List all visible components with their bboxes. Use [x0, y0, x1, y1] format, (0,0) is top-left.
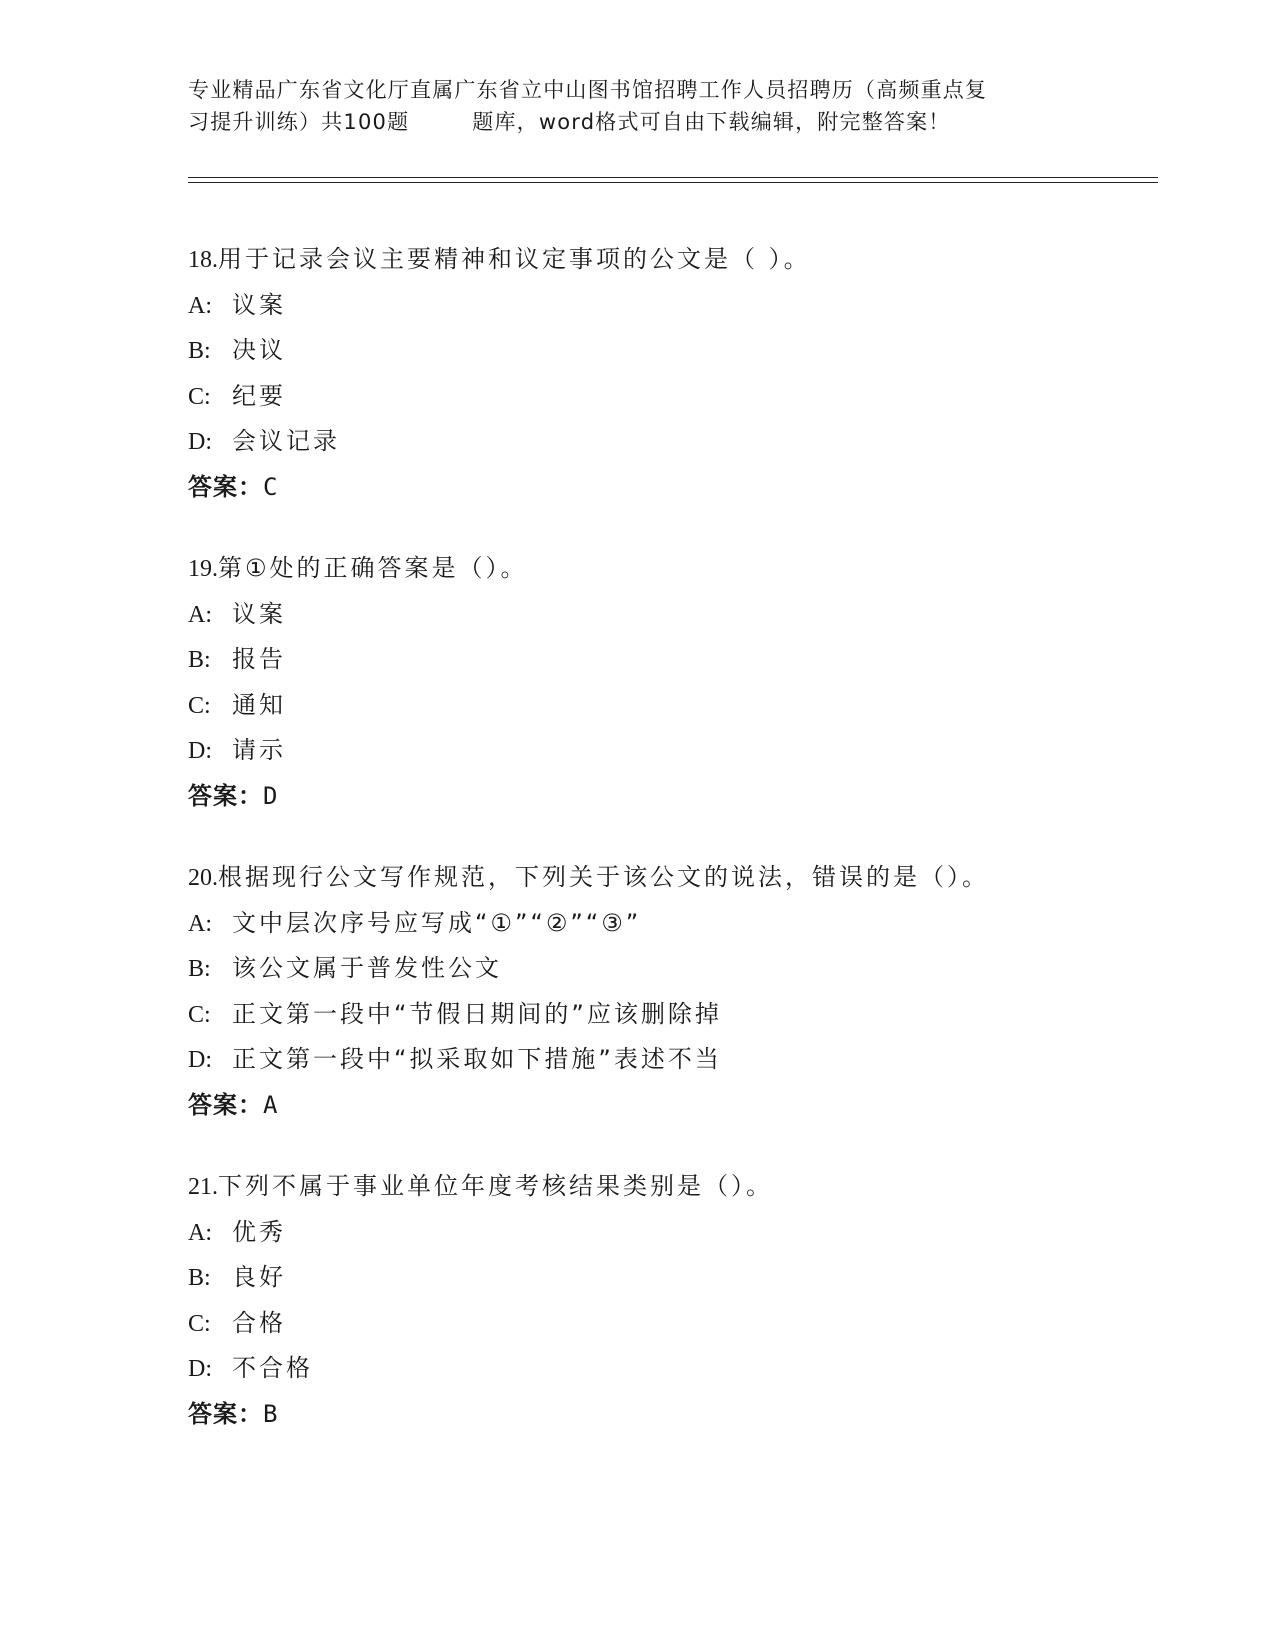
answer-line [188, 465, 1168, 511]
option-letter: C: [188, 692, 211, 719]
option-letter: C: [188, 383, 211, 410]
answer-line [188, 1083, 1168, 1129]
header-divider-top [188, 177, 1158, 178]
option-letter: D: [188, 1047, 212, 1073]
header-divider-bottom [188, 182, 1158, 183]
question-19 [188, 546, 1168, 819]
answer-line [188, 1392, 1168, 1438]
question-20 [188, 855, 1168, 1128]
option-c [188, 992, 1168, 1038]
option-letter: D: [188, 429, 212, 455]
option-c [188, 683, 1168, 729]
option-text: 文中层次序号应写成“①”“②”“③” [232, 908, 642, 937]
option-text: 优秀 [232, 1217, 286, 1246]
option-b [188, 637, 1168, 683]
answer-value: C [263, 472, 279, 501]
option-letter: D: [188, 1356, 212, 1382]
document-header [188, 74, 1088, 138]
option-text: 报告 [232, 645, 286, 673]
option-c [188, 374, 1168, 420]
question-text: 下列不属于事业单位年度考核结果类别是（）。 [218, 1172, 773, 1200]
option-text: 正文第一段中“节假日期间的”应该删除掉 [232, 999, 722, 1028]
header-line-2: 习提升训练）共100题 题库，word格式可自由下载编辑，附完整答案！ [188, 110, 951, 134]
option-d [188, 728, 1168, 774]
option-d [188, 419, 1168, 465]
question-text: 第①处的正确答案是（）。 [218, 554, 528, 582]
option-b [188, 1255, 1168, 1301]
option-letter: B: [188, 647, 211, 673]
option-text: 该公文属于普发性公文 [232, 954, 502, 982]
answer-label: 答案： [188, 781, 263, 810]
option-b [188, 328, 1168, 374]
question-18 [188, 237, 1168, 510]
answer-value: B [263, 1399, 279, 1428]
option-letter: B: [188, 956, 211, 982]
option-letter: C: [188, 1001, 211, 1028]
option-letter: A: [188, 601, 212, 628]
question-text: 用于记录会议主要精神和议定事项的公文是（ ）。 [218, 245, 811, 273]
option-text: 议案 [232, 599, 286, 628]
question-list [188, 237, 1168, 1473]
option-text: 议案 [232, 290, 286, 319]
answer-line [188, 774, 1168, 820]
option-b [188, 946, 1168, 992]
option-text: 纪要 [232, 381, 286, 410]
question-number: 20. [188, 865, 218, 891]
option-letter: C: [188, 1310, 211, 1337]
option-d [188, 1037, 1168, 1083]
answer-value: A [263, 1090, 279, 1119]
question-stem [188, 855, 1168, 901]
answer-label: 答案： [188, 1399, 263, 1428]
question-text: 根据现行公文写作规范，下列关于该公文的说法，错误的是（）。 [218, 863, 989, 891]
option-letter: A: [188, 910, 212, 937]
option-letter: B: [188, 338, 211, 364]
option-c [188, 1301, 1168, 1347]
option-d [188, 1346, 1168, 1392]
option-text: 不合格 [232, 1354, 313, 1382]
question-21 [188, 1164, 1168, 1437]
header-line-1: 专业精品广东省文化厅直属广东省立中山图书馆招聘工作人员招聘历（高频重点复 [188, 78, 988, 102]
question-stem [188, 1164, 1168, 1210]
option-letter: A: [188, 1219, 212, 1246]
option-text: 请示 [232, 736, 286, 764]
option-letter: A: [188, 292, 212, 319]
option-text: 良好 [232, 1263, 286, 1291]
question-stem [188, 546, 1168, 592]
question-number: 18. [188, 247, 218, 273]
option-text: 决议 [232, 336, 286, 364]
option-letter: D: [188, 738, 212, 764]
question-stem [188, 237, 1168, 283]
option-text: 正文第一段中“拟采取如下措施”表述不当 [232, 1045, 722, 1073]
question-number: 21. [188, 1174, 218, 1200]
option-a [188, 283, 1168, 329]
answer-label: 答案： [188, 472, 263, 501]
option-text: 会议记录 [232, 427, 340, 455]
option-text: 合格 [232, 1308, 286, 1337]
answer-label: 答案： [188, 1090, 263, 1119]
option-a [188, 1210, 1168, 1256]
question-number: 19. [188, 556, 218, 582]
option-a [188, 901, 1168, 947]
option-a [188, 592, 1168, 638]
option-letter: B: [188, 1265, 211, 1291]
answer-value: D [263, 781, 279, 810]
option-text: 通知 [232, 690, 286, 719]
